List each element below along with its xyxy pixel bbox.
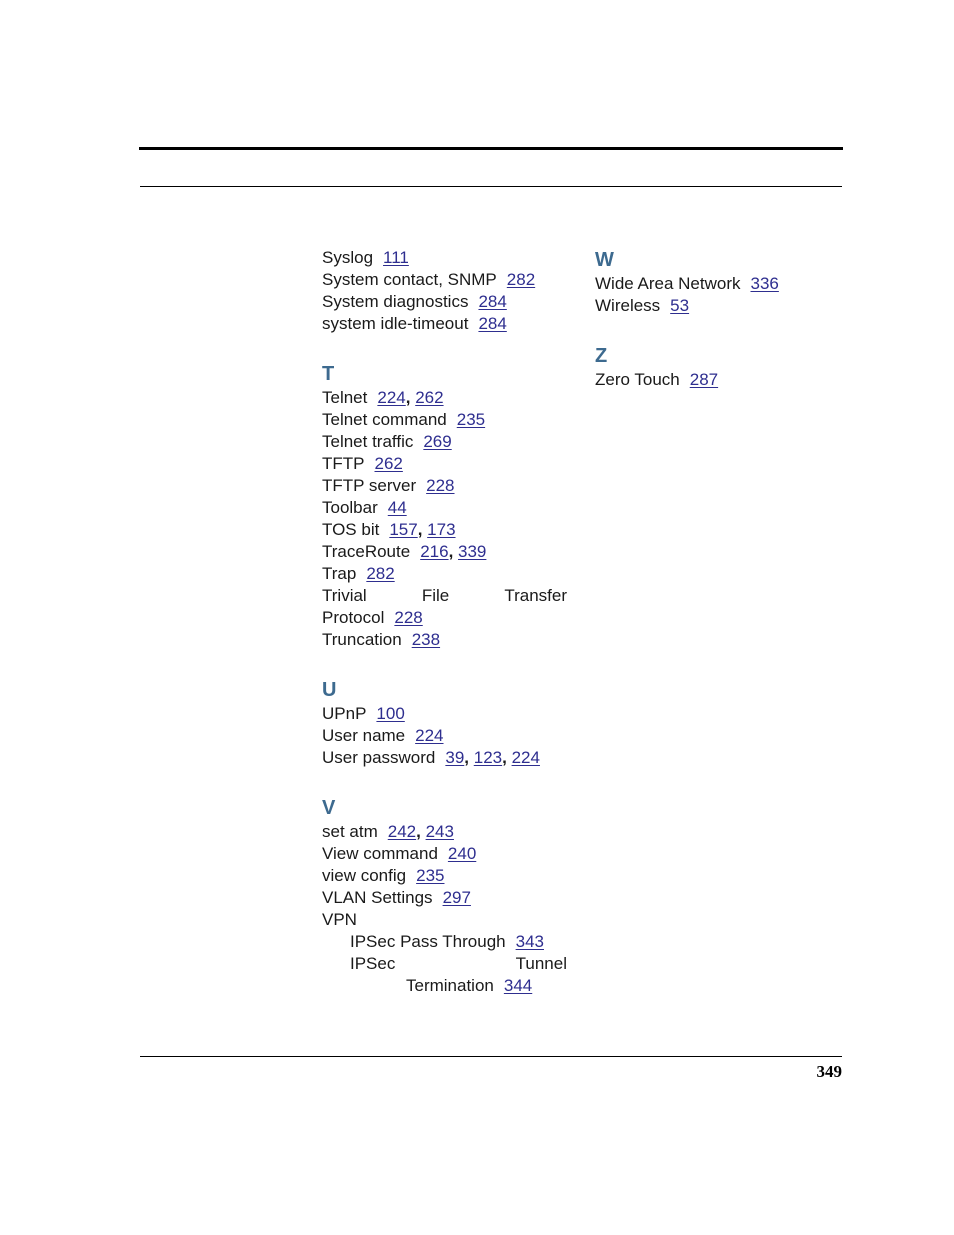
page-link[interactable]: 111	[383, 248, 409, 267]
index-term: IPSec Pass Through	[350, 932, 506, 951]
index-column-right	[595, 247, 840, 391]
index-term: Toolbar	[322, 498, 378, 517]
page-link[interactable]: 157	[389, 520, 418, 539]
page-link[interactable]: 243	[425, 822, 454, 841]
index-term: System diagnostics	[322, 292, 469, 311]
index-group-v	[322, 821, 567, 909]
index-term: TOS bit	[322, 520, 380, 539]
header-rule-thick	[139, 147, 843, 150]
page-number: 349	[816, 1062, 842, 1081]
page-link[interactable]: 224	[511, 748, 540, 767]
index-term: Zero Touch	[595, 370, 680, 389]
page-link[interactable]: 235	[456, 410, 486, 429]
index-term: TFTP server	[322, 476, 417, 495]
index-entry	[322, 497, 567, 519]
page-link[interactable]: 284	[478, 314, 507, 333]
footer-rule	[140, 1056, 842, 1057]
page-link[interactable]: 100	[376, 704, 405, 723]
index-entry	[322, 409, 567, 431]
page-link[interactable]: 39	[445, 748, 465, 767]
index-term-word: Tunnel	[515, 954, 567, 973]
index-term: System contact, SNMP	[322, 270, 497, 289]
index-entry	[322, 313, 567, 335]
index-term: TraceRoute	[322, 542, 411, 561]
page-separator: ,	[502, 748, 512, 767]
page-link[interactable]: 173	[427, 520, 456, 539]
page-separator: ,	[405, 388, 416, 407]
page-link[interactable]: 344	[503, 976, 533, 995]
page-link[interactable]: 224	[415, 726, 444, 745]
index-entry	[322, 291, 567, 313]
index-entry	[322, 703, 567, 725]
index-group-t	[322, 387, 567, 585]
index-entry	[595, 369, 840, 391]
index-subentry	[322, 975, 567, 997]
page-link[interactable]: 282	[366, 564, 395, 583]
index-entry	[322, 563, 567, 585]
index-term: set atm	[322, 822, 378, 841]
index-term: Protocol	[322, 608, 385, 627]
page-link[interactable]: 262	[415, 388, 444, 407]
index-entry	[322, 747, 567, 769]
index-term-word: Trivial	[322, 586, 367, 605]
index-letter-z: Z	[595, 345, 608, 367]
page-link[interactable]: 238	[411, 630, 441, 649]
page-separator: ,	[417, 520, 428, 539]
index-letter-v: V	[322, 797, 336, 819]
page-link[interactable]: 224	[377, 388, 406, 407]
page-link[interactable]: 339	[458, 542, 487, 561]
index-entry	[595, 273, 840, 295]
index-term: VLAN Settings	[322, 888, 433, 907]
index-entry	[322, 585, 567, 607]
index-entry	[322, 725, 567, 747]
index-entry	[322, 909, 567, 931]
index-entry	[322, 865, 567, 887]
page-link[interactable]: 287	[689, 370, 719, 389]
index-term: User password	[322, 748, 436, 767]
index-group-u	[322, 703, 567, 769]
index-group-z	[595, 369, 840, 391]
index-group-t-end	[322, 629, 567, 651]
index-term: UPnP	[322, 704, 367, 723]
index-entry	[322, 843, 567, 865]
index-entry	[322, 887, 567, 909]
page-link[interactable]: 228	[426, 476, 455, 495]
page-link[interactable]: 242	[387, 822, 417, 841]
index-term: Truncation	[322, 630, 402, 649]
page-link[interactable]: 343	[515, 932, 544, 951]
index-entry	[322, 269, 567, 291]
index-term: system idle-timeout	[322, 314, 469, 333]
page-link[interactable]: 123	[473, 748, 503, 767]
index-entry	[322, 821, 567, 843]
index-term-word: Transfer	[504, 586, 567, 605]
page-separator: ,	[448, 542, 459, 561]
index-entry	[322, 519, 567, 541]
index-term-word: File	[421, 586, 450, 605]
page-link[interactable]: 53	[670, 296, 690, 315]
page-link[interactable]: 216	[420, 542, 449, 561]
page-link[interactable]: 240	[447, 844, 477, 863]
index-term-word: IPSec	[350, 954, 396, 973]
header-rule-thin	[140, 186, 842, 187]
page-link[interactable]: 262	[374, 454, 403, 473]
page-link[interactable]: 336	[750, 274, 779, 293]
page-link[interactable]: 297	[442, 888, 471, 907]
page-link[interactable]: 235	[416, 866, 445, 885]
page-link[interactable]: 228	[394, 608, 423, 627]
index-term: Telnet	[322, 388, 368, 407]
index-term: View command	[322, 844, 438, 863]
index-column-left	[322, 247, 567, 997]
index-letter-t: T	[322, 363, 335, 385]
index-subentry	[322, 953, 567, 975]
index-term: Telnet traffic	[322, 432, 414, 451]
index-term: User name	[322, 726, 406, 745]
index-term: view config	[322, 866, 407, 885]
index-entry	[322, 541, 567, 563]
index-letter-w: W	[595, 249, 614, 271]
index-term: Wide Area Network	[595, 274, 741, 293]
page-link[interactable]: 284	[478, 292, 507, 311]
index-subentry	[322, 931, 567, 953]
index-entry	[322, 431, 567, 453]
page-link[interactable]: 269	[423, 432, 452, 451]
index-term: Telnet command	[322, 410, 447, 429]
index-entry	[322, 387, 567, 409]
index-term: TFTP	[322, 454, 365, 473]
index-term: Syslog	[322, 248, 374, 267]
index-entry	[322, 247, 567, 269]
index-group-w	[595, 273, 840, 317]
index-entry	[322, 475, 567, 497]
page-separator: ,	[464, 748, 474, 767]
index-letter-u: U	[322, 679, 337, 701]
index-entry	[322, 629, 567, 651]
page-separator: ,	[416, 822, 426, 841]
page-link[interactable]: 44	[387, 498, 407, 517]
index-entry	[322, 453, 567, 475]
index-term: VPN	[322, 910, 357, 929]
index-term: Termination	[406, 976, 494, 995]
index-term: Trap	[322, 564, 357, 583]
index-entry	[322, 607, 567, 629]
index-term: Wireless	[595, 296, 661, 315]
index-group-s	[322, 247, 567, 335]
index-entry	[595, 295, 840, 317]
page-link[interactable]: 282	[506, 270, 536, 289]
